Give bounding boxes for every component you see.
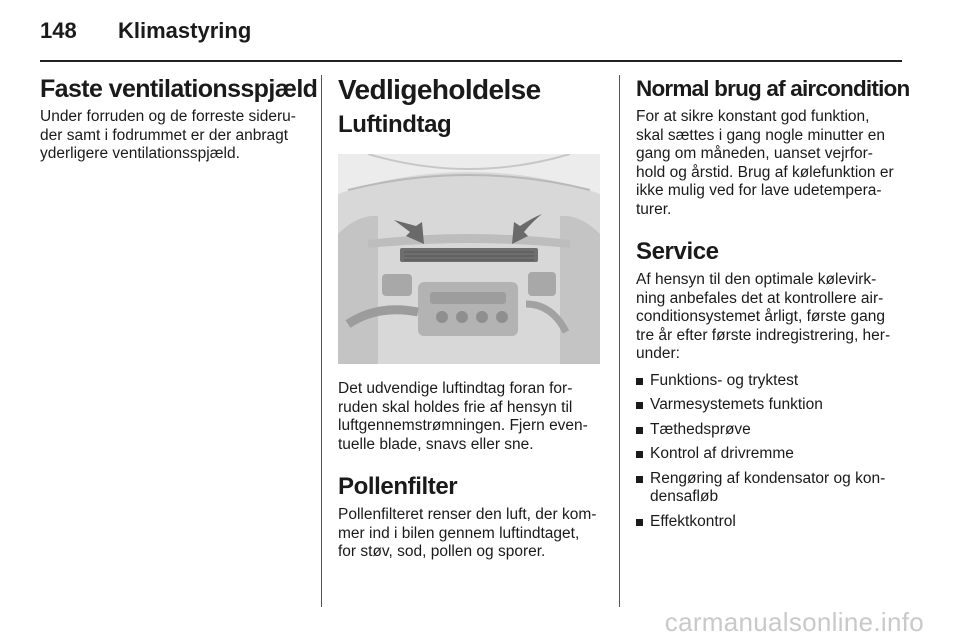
column-air-conditioning xyxy=(636,74,910,537)
page-header xyxy=(40,14,902,60)
list-item: Varmesystemets funktion xyxy=(636,396,906,415)
bullet-square-icon xyxy=(636,476,643,483)
engine-bay-air-intake-illustration xyxy=(338,154,600,364)
pollen-filter-text: Pollenfilteret renser den luft, der kom- mer ind i bilen gennem luftindtaget, for støv, sod, pollen og sporer. xyxy=(338,506,597,560)
page-number: 148 xyxy=(40,18,77,43)
service-text: Af hensyn til den optimale kølevirk- ning anbefales det at kontrollere air- conditionsystemet årligt, første gang tre år efter første indregistrering, her- under: xyxy=(636,271,891,362)
list-item: Tæthedsprøve xyxy=(636,421,906,440)
air-intake-text: Det udvendige luftindtag foran for- ruden skal holdes frie af hensyn til luftgennemstrømningen. Fjern even- tuelle blade, snavs eller sne. xyxy=(338,380,588,453)
subheading-air-intake: Luftindtag xyxy=(338,111,452,138)
air-intake-figure xyxy=(338,154,600,364)
list-item: Effektkontrol xyxy=(636,513,906,532)
bullet-square-icon xyxy=(636,378,643,385)
column-divider-right xyxy=(619,75,620,607)
list-item: Funktions- og tryktest xyxy=(636,372,906,391)
heading-normal-ac-use: Normal brug af aircondition xyxy=(636,76,910,101)
service-checklist xyxy=(636,372,906,532)
list-item: Rengøring af kondensator og kon- densafløb xyxy=(636,470,906,507)
bullet-square-icon xyxy=(636,451,643,458)
column-ventilation xyxy=(40,74,318,164)
watermark: carmanualsonline.info xyxy=(664,607,924,637)
heading-fixed-vents: Faste ventilationsspjæld xyxy=(40,75,318,103)
fixed-vents-text: Under forruden og de forreste sideru- der samt i fodrummet er der anbragt yderligere ventilationsspjæld. xyxy=(40,108,296,162)
bullet-square-icon xyxy=(636,427,643,434)
column-maintenance xyxy=(338,74,604,562)
subheading-pollen-filter: Pollenfilter xyxy=(338,473,458,500)
ac-use-text: For at sikre konstant god funktion, skal sættes i gang nogle minutter en gang om måneden, uanset vejrfor- hold og årstid. Brug af kølefunktion er ikke mulig ved for lave udetempera- turer. xyxy=(636,108,894,218)
subheading-service: Service xyxy=(636,238,719,265)
bullet-square-icon xyxy=(636,519,643,526)
list-item: Kontrol af drivremme xyxy=(636,445,906,464)
bullet-square-icon xyxy=(636,402,643,409)
heading-maintenance: Vedligeholdelse xyxy=(338,74,541,105)
chapter-title: Klimastyring xyxy=(118,18,252,43)
header-rule xyxy=(40,60,902,62)
column-divider-left xyxy=(321,75,322,607)
